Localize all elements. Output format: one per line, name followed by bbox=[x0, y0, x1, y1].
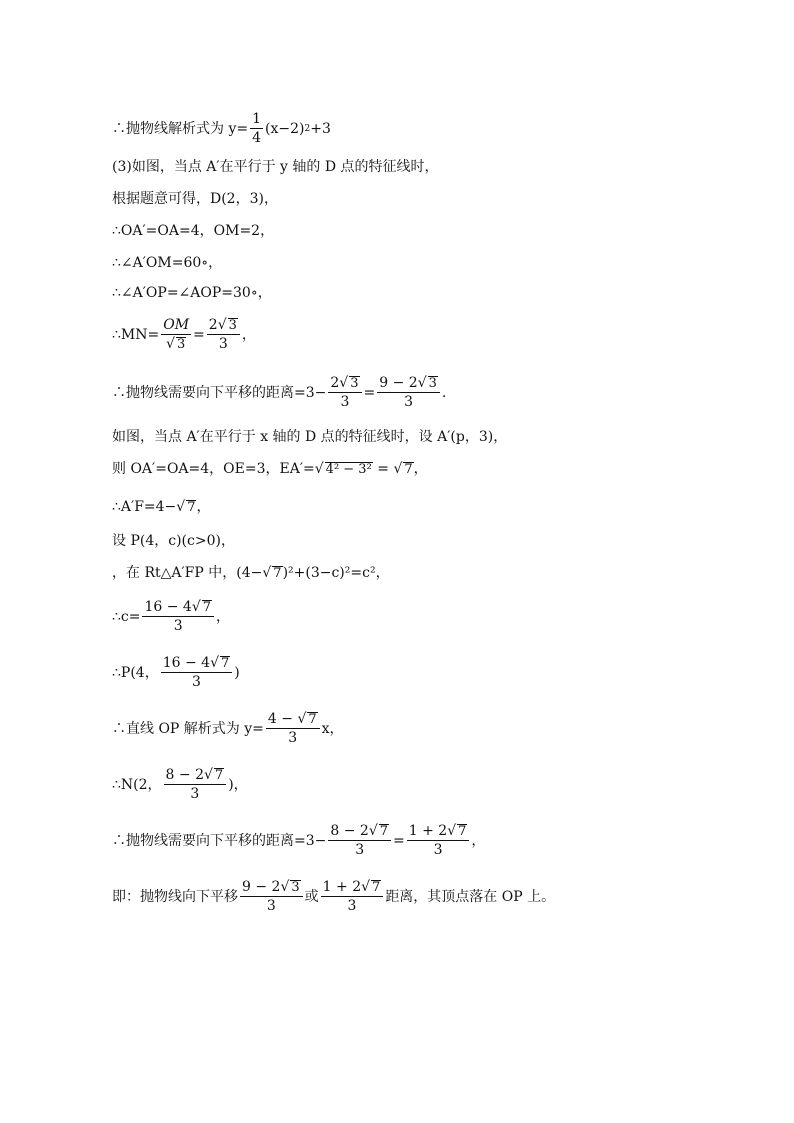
solution-line-11: ∴A′F=4− √ 7 ， bbox=[112, 499, 211, 515]
fraction-9-minus-2root3-over-3: $\frac{9 - 2√ 3}{3}$ bbox=[240, 880, 303, 913]
solution-line-1: ∴抛物线解析式为 y= $\frac{1}{4}$ (x−2) 2 +3 bbox=[112, 111, 331, 146]
solution-line-17: ∴N(2， $\frac{8 - 2√ 7}{3}$ )， bbox=[112, 767, 248, 802]
solution-line-8: ∴抛物线需要向下平移的距离=3− $\frac{2√ 3}{3}$ = $\frac{9 - 2√ 3}{3}$ . bbox=[112, 375, 447, 410]
solution-line-14: ∴c= $\frac{16 - 4√ 7}{3}$ ， bbox=[112, 599, 231, 634]
line-1-prefix: ∴抛物线解析式为 y= bbox=[112, 120, 249, 137]
fraction-one-quarter: $\frac{1}{4}$ bbox=[252, 111, 262, 146]
solution-line-19: 即：抛物线向下平移 $\frac{9 - 2√ 3}{3}$ 或 $\frac{1 + 2√ 7}{3}$ 距离，其顶点落在 OP 上。 bbox=[112, 879, 556, 914]
line-1-suffix-a: (x−2) bbox=[265, 120, 305, 137]
fraction-8-minus-2root7-over-3: $\frac{8 - 2√ 7}{3}$ bbox=[328, 824, 391, 857]
solution-line-4: ∴OA′=OA=4，OM=2， bbox=[112, 223, 275, 239]
solution-line-9: 如图，当点 A′在平行于 x 轴的 D 点的特征线时，设 A′(p，3)， bbox=[112, 429, 508, 445]
solution-line-15: ∴P(4， $\frac{16 - 4√ 7}{3}$ ) bbox=[112, 655, 240, 690]
fraction-om-over-root3: $\frac{OM}{√ 3}$ bbox=[163, 317, 190, 352]
fraction-op-slope: $\frac{4 - √ 7}{3}$ bbox=[266, 712, 320, 745]
fraction-c-value: $\frac{16 - 4√ 7}{3}$ bbox=[142, 600, 214, 633]
solution-line-10: 则 OA′=OA=4，OE=3，EA′= √ 4² − 3² = √ 7 ， bbox=[112, 461, 428, 477]
solution-line-3: 根据题意可得，D(2，3)， bbox=[112, 191, 278, 207]
fraction-p-coordinate: $\frac{16 - 4√ 7}{3}$ bbox=[161, 656, 233, 689]
solution-line-2: (3)如图，当点 A′在平行于 y 轴的 D 点的特征线时， bbox=[112, 159, 439, 175]
solution-line-12: 设 P(4，c)(c>0)， bbox=[112, 533, 235, 549]
solution-line-6: ∴∠A′OP=∠AOP=30∘， bbox=[112, 285, 272, 301]
fraction-9-minus-2root3-over-3: $\frac{9 - 2√ 3}{3}$ bbox=[377, 376, 440, 409]
solution-line-5: ∴∠A′OM=60∘， bbox=[112, 255, 223, 271]
fraction-2root3-over-3: $\frac{2√ 3}{3}$ bbox=[207, 318, 240, 351]
solution-line-7: ∴MN= $\frac{OM}{√ 3}$ = $\frac{2√ 3}{3}$ ， bbox=[112, 317, 256, 352]
solution-line-18: ∴抛物线需要向下平移的距离=3− $\frac{8 - 2√ 7}{3}$ = $\frac{1 + 2√ 7}{3}$ ， bbox=[112, 823, 486, 858]
fraction-2root3-over-3: $\frac{2√ 3}{3}$ bbox=[328, 376, 361, 409]
solution-line-16: ∴直线 OP 解析式为 y= $\frac{4 - √ 7}{3}$ x， bbox=[112, 711, 344, 746]
fraction-1-plus-2root7-over-3: $\frac{1 + 2√ 7}{3}$ bbox=[321, 880, 384, 913]
fraction-n-coordinate: $\frac{8 - 2√ 7}{3}$ bbox=[164, 768, 227, 801]
solution-line-13: ，在 Rt△A′FP 中，(4− √ 7 )²+(3−c)²=c²， bbox=[112, 565, 390, 581]
fraction-1-plus-2root7-over-3: $\frac{1 + 2√ 7}{3}$ bbox=[407, 824, 470, 857]
